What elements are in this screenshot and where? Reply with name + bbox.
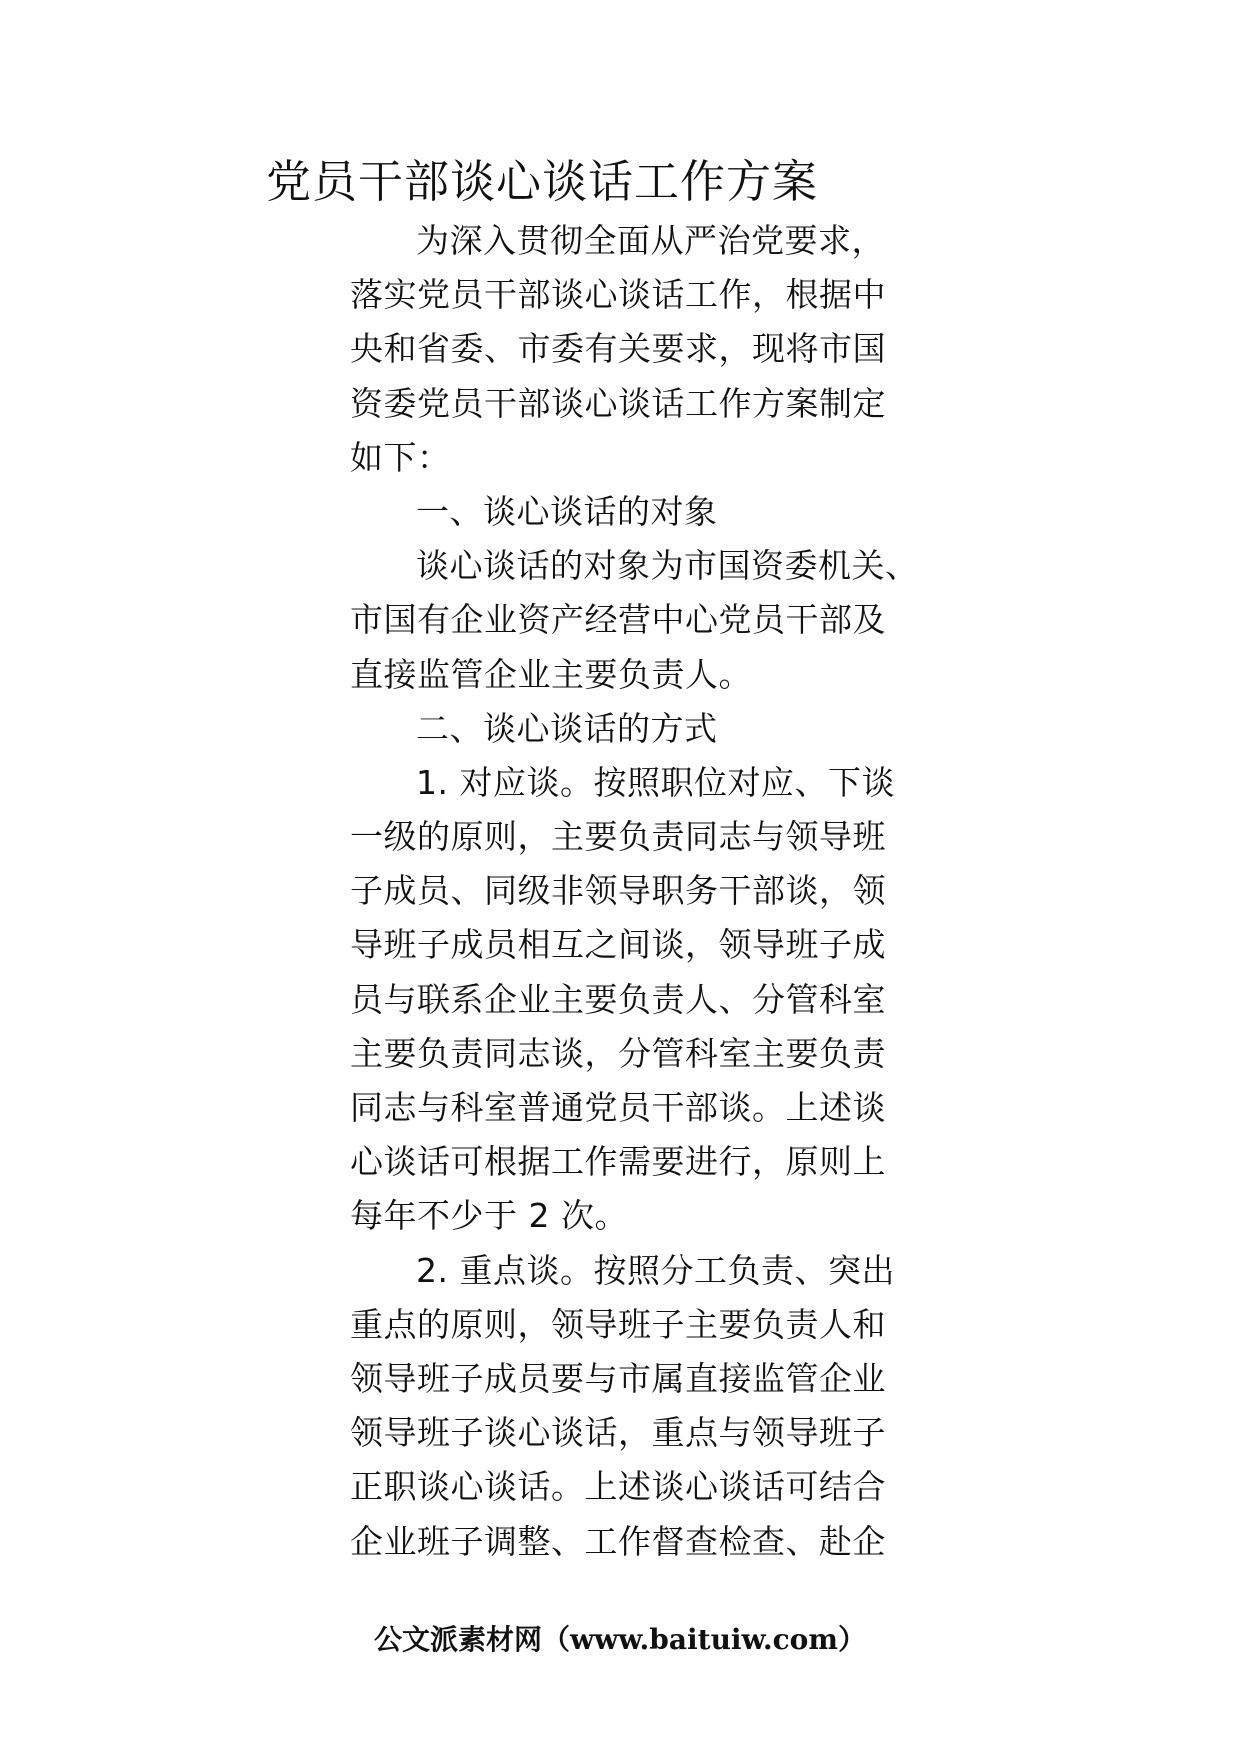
paragraph-line: 子成员、同级非领导职务干部谈，领 <box>350 871 886 911</box>
paragraph-line: 员与联系企业主要负责人、分管科室 <box>350 979 886 1019</box>
paragraph-line: 1. 对应谈。按照职位对应、下谈 <box>416 762 895 802</box>
paragraph-line: 一级的原则，主要负责同志与领导班 <box>350 817 886 857</box>
paragraph-line: 领导班子成员要与市属直接监管企业 <box>350 1358 886 1398</box>
paragraph-line: 主要负责同志谈，分管科室主要负责 <box>350 1033 886 1073</box>
document-title: 党员干部谈心谈话工作方案 <box>266 155 819 208</box>
paragraph-line: 同志与科室普通党员干部谈。上述谈 <box>350 1088 886 1127</box>
paragraph-line: 谈心谈话的对象为市国资委机关、 <box>416 546 919 586</box>
paragraph-line: 直接监管企业主要负责人。 <box>350 654 752 694</box>
paragraph-line: 心谈话可根据工作需要进行，原则上 <box>350 1142 886 1182</box>
paragraph-line: 如下： <box>350 437 451 477</box>
section-heading: 二、谈心谈话的方式 <box>416 708 718 748</box>
paragraph-line: 央和省委、市委有关要求，现将市国 <box>350 329 886 369</box>
paragraph-line: 导班子成员相互之间谈，领导班子成 <box>350 925 886 965</box>
paragraph-line: 为深入贯彻全面从严治党要求， <box>416 221 885 260</box>
section-heading: 一、谈心谈话的对象 <box>416 491 718 531</box>
paragraph-line: 每年不少于 2 次。 <box>350 1196 628 1236</box>
paragraph-line: 2. 重点谈。按照分工负责、突出 <box>416 1250 895 1290</box>
paragraph-line: 企业班子调整、工作督查检查、赴企 <box>350 1521 886 1561</box>
paragraph-line: 领导班子谈心谈话，重点与领导班子 <box>350 1413 886 1453</box>
paragraph-line: 落实党员干部谈心谈话工作，根据中 <box>350 275 886 315</box>
paragraph-line: 资委党员干部谈心谈话工作方案制定 <box>350 383 886 423</box>
paragraph-line: 重点的原则，领导班子主要负责人和 <box>350 1304 886 1344</box>
paragraph-line: 正职谈心谈话。上述谈心谈话可结合 <box>350 1467 886 1507</box>
document-body <box>350 214 919 1569</box>
paragraph-line: 市国有企业资产经营中心党员干部及 <box>350 600 886 640</box>
footer-watermark: 公文派素材网（www.baituiw.com） <box>374 1623 866 1656</box>
